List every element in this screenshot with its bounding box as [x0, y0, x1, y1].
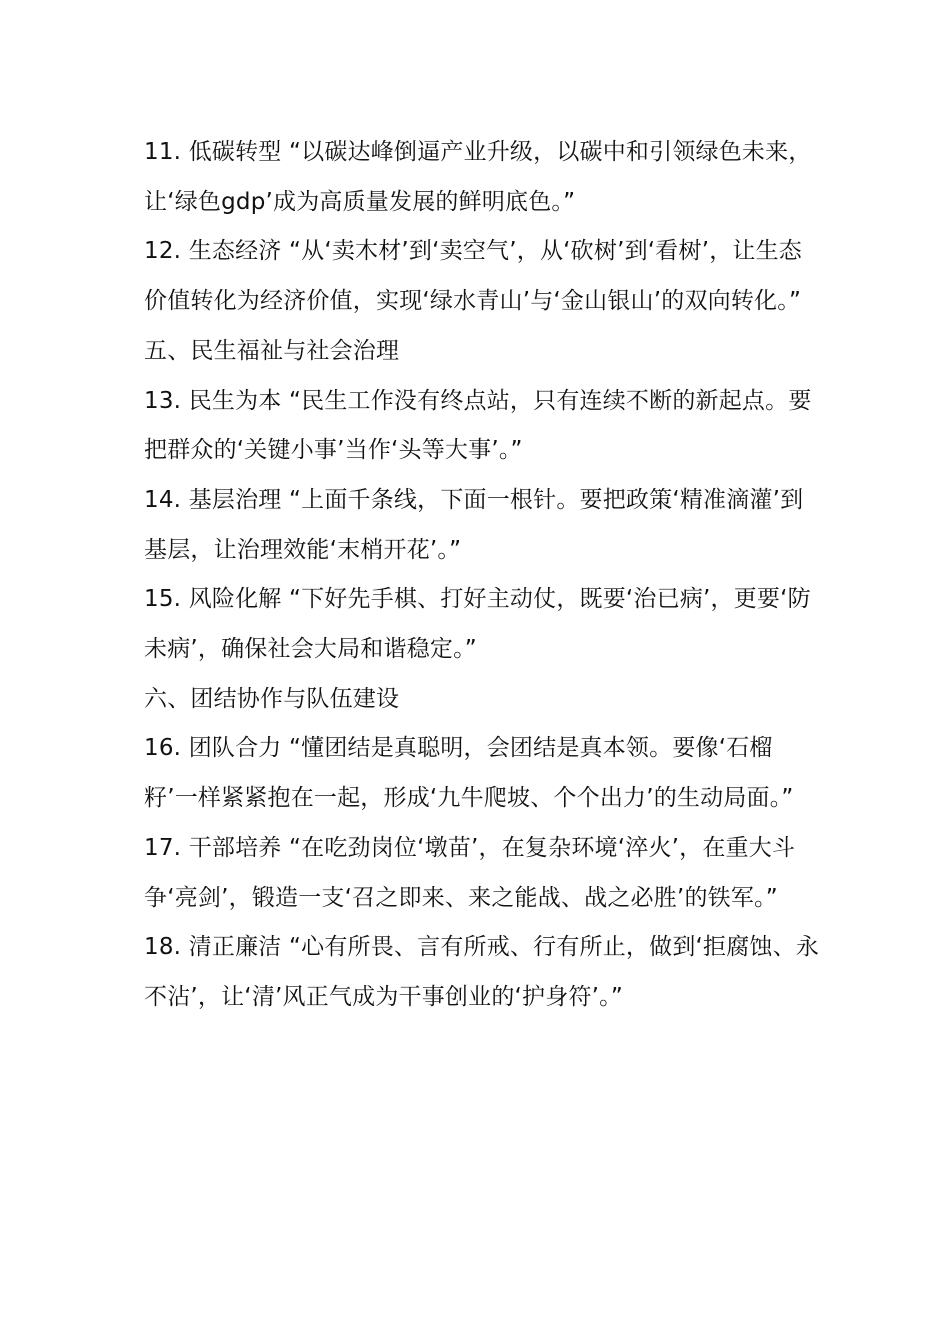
item-12-eco-economy: 12. 生态经济 “从‘卖木材’到‘卖空气’，从‘砍树’到‘看树’，让生态价值转化为经济价值，实现‘绿水青山’与‘金山银山’的双向转化。”: [144, 238, 803, 315]
item-13-livelihood: 13. 民生为本 “民生工作没有终点站，只有连续不断的新起点。要把群众的‘关键小事’当作‘头等大事’。”: [144, 387, 812, 464]
document-page: [144, 128, 824, 1023]
item-14-grassroots: 14. 基层治理 “上面千条线，下面一根针。要把政策‘精准滴灌’到基层，让治理效能‘末梢开花’。”: [144, 486, 804, 563]
item-18-integrity: 18. 清正廉洁 “心有所畏、言有所戒、行有所止，做到‘拒腐蚀、永不沾’，让‘清’风正气成为干事创业的‘护身符’。”: [144, 934, 820, 1010]
section-heading-6: 六、团结协作与队伍建设: [144, 685, 400, 712]
item-17-cadre: 17. 干部培养 “在吃劲岗位‘墩苗’，在复杂环境‘淬火’，在重大斗争‘亮剑’，锻造一支‘召之即来、来之能战、战之必胜’的铁军。”: [144, 834, 796, 911]
section-heading-5: 五、民生福祉与社会治理: [144, 337, 400, 364]
item-11-low-carbon: 11. 低碳转型 “以碳达峰倒逼产业升级，以碳中和引领绿色未来，让‘绿色gdp’成为高质量发展的鲜明底色。”: [144, 139, 812, 215]
item-16-team: 16. 团队合力 “懂团结是真聪明，会团结是真本领。要像‘石榴籽’一样紧紧抱在一起，形成‘九牛爬坡、个个出力’的生动局面。”: [144, 735, 794, 812]
item-15-risk: 15. 风险化解 “下好先手棋、打好主动仗，既要‘治已病’，更要‘防未病’，确保社会大局和谐稳定。”: [144, 586, 811, 663]
